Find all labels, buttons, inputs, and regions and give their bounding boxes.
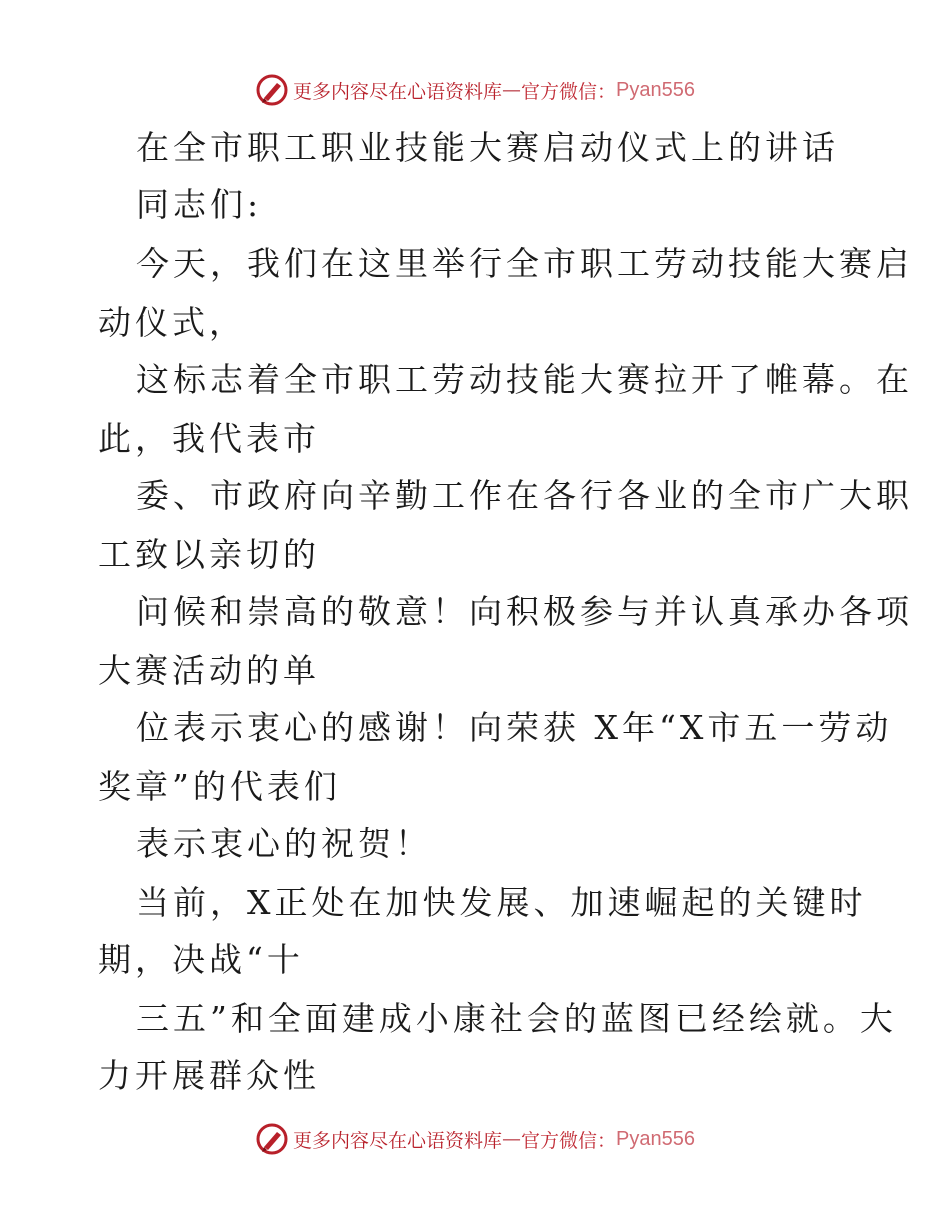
- banner-separator: —: [502, 79, 522, 101]
- body-line: 期，决战“十: [98, 940, 304, 979]
- body-line: 奖章”的代表们: [98, 767, 341, 806]
- body-line: 大赛活动的单: [98, 651, 320, 690]
- header-watermark-banner: [0, 70, 950, 110]
- salutation-line: 同志们:: [136, 185, 263, 224]
- body-line: 问候和崇高的敬意！向积极参与并认真承办各项: [136, 592, 913, 631]
- body-line: 三五”和全面建成小康社会的蓝图已经绘就。大: [136, 999, 897, 1038]
- document-title: 在全市职工职业技能大赛启动仪式上的讲话: [136, 128, 839, 167]
- body-line: 位表示衷心的感谢！向荣获 X年“X市五一劳动: [136, 708, 893, 747]
- footer-watermark-banner: [0, 1119, 950, 1159]
- body-line: 工致以亲切的: [98, 535, 320, 574]
- body-line: 此，我代表市: [98, 419, 320, 458]
- body-line: 这标志着全市职工劳动技能大赛拉开了帷幕。在: [136, 360, 913, 399]
- body-line: 表示衷心的祝贺！: [136, 824, 432, 863]
- banner-wechat-id: Pyan556: [616, 78, 695, 101]
- body-line: 委、市政府向辛勤工作在各行各业的全市广大职: [136, 476, 913, 515]
- body-line: 力开展群众性: [98, 1056, 320, 1095]
- banner-main-text: 更多内容尽在心语资料库: [293, 1129, 503, 1152]
- body-line: 动仪式，: [98, 303, 246, 342]
- body-line: 当前，X正处在加快发展、加速崛起的关键时: [136, 883, 867, 922]
- banner-wechat-label: 官方微信：: [521, 80, 617, 103]
- banner-wechat-id: Pyan556: [616, 1127, 695, 1150]
- banner-separator: —: [502, 1128, 522, 1150]
- banner-main-text: 更多内容尽在心语资料库: [293, 80, 503, 103]
- pen-circle-logo-icon: [255, 73, 289, 107]
- pen-circle-logo-icon: [255, 1122, 289, 1156]
- banner-wechat-label: 官方微信：: [521, 1129, 617, 1152]
- body-line: 今天，我们在这里举行全市职工劳动技能大赛启: [136, 244, 913, 283]
